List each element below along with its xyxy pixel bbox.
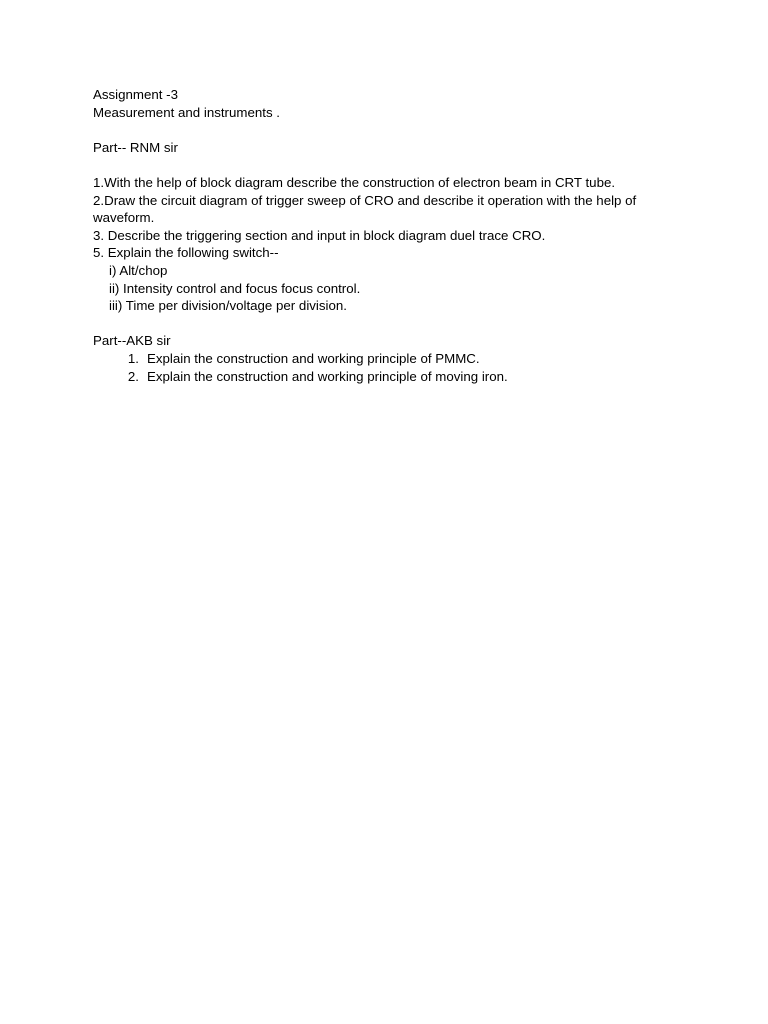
list-item-number: 1. xyxy=(127,350,139,366)
spacer xyxy=(93,315,683,333)
list-item-text: Explain the construction and working principle of moving iron. xyxy=(147,368,508,384)
part2-heading: Part--AKB sir xyxy=(93,333,171,349)
subitem-intensity-focus: ii) Intensity control and focus focus control. xyxy=(109,280,361,296)
subject-line: Measurement and instruments . xyxy=(93,104,280,120)
question-3: 3. Describe the triggering section and input in block diagram duel trace CRO. xyxy=(93,227,546,243)
list-item xyxy=(93,350,683,368)
subitem-alt-chop: i) Alt/chop xyxy=(109,262,168,278)
spacer xyxy=(93,156,683,174)
subitem-time-voltage: iii) Time per division/voltage per division. xyxy=(109,298,347,314)
list-item xyxy=(93,368,683,386)
spacer xyxy=(93,121,683,139)
question-5: 5. Explain the following switch-- xyxy=(93,245,279,261)
list-item-number: 2. xyxy=(127,368,139,384)
question-2: 2.Draw the circuit diagram of trigger sweep of CRO and describe it operation with the help of waveform. xyxy=(93,192,640,226)
assignment-title: Assignment -3 xyxy=(93,87,178,102)
list-item-text: Explain the construction and working principle of PMMC. xyxy=(147,350,480,366)
part1-heading: Part-- RNM sir xyxy=(93,139,178,155)
document-page xyxy=(93,86,683,385)
question-1: 1.With the help of block diagram describe the construction of electron beam in CRT tube. xyxy=(93,174,616,190)
part2-list xyxy=(93,350,683,385)
